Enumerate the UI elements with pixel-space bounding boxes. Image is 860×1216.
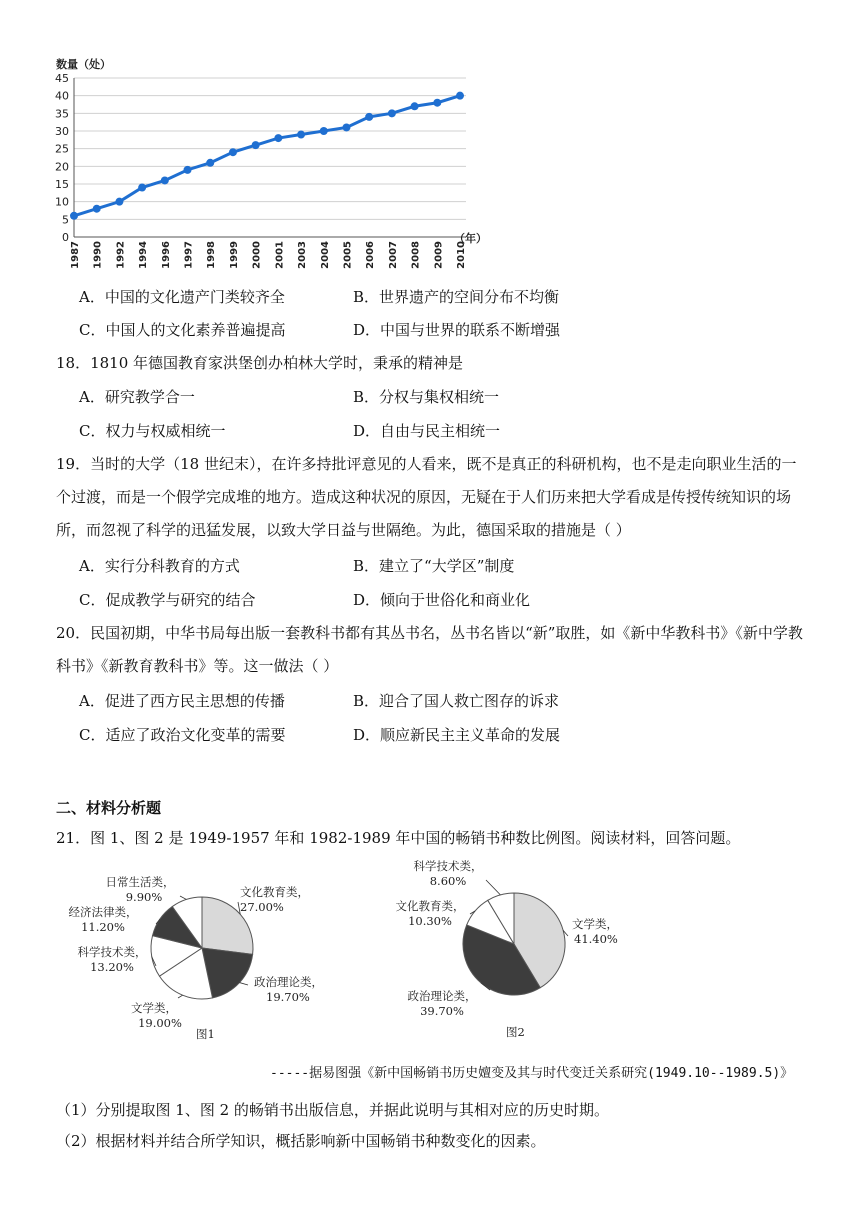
pie-leader-line [486,880,500,895]
q20-option-c[interactable]: C．适应了政治文化变革的需要 [79,726,286,744]
pie-slice-label: 经济法律类， [68,905,138,919]
q19-option-b[interactable]: B．建立了“大学区”制度 [353,557,515,575]
x-tick-label: 2008 [410,241,422,269]
x-tick-label: 2000 [251,241,263,269]
y-tick-label: 5 [62,213,69,227]
pie-slice-label: 科学技术类， [77,945,147,959]
pie-slice-value: 11.20% [81,920,125,934]
data-point [161,176,169,184]
q20-option-b[interactable]: B．迎合了国人救亡图存的诉求 [353,692,560,710]
data-point [93,205,101,213]
x-tick-label: 1990 [92,241,104,269]
pie-slice-label: 文学类， [131,1001,177,1015]
pie-slice-value: 19.70% [266,990,310,1004]
pie-slice-label: 政治理论类， [407,989,477,1003]
x-tick-label: 1999 [228,241,240,269]
x-tick-label: 2005 [342,241,354,269]
q19-option-a[interactable]: A．实行分科教育的方式 [79,557,240,575]
y-tick-label: 30 [55,125,69,138]
pie-chart-1 [60,858,360,1048]
q17-option-a[interactable]: A．中国的文化遗产门类较齐全 [79,288,285,306]
x-tick-label: 2006 [365,241,377,269]
q18-option-a[interactable]: A．研究教学合一 [79,388,195,406]
x-tick-label: 2004 [319,241,331,269]
x-tick-label: 2009 [433,241,445,269]
pie1-caption: 图1 [196,1027,215,1041]
pie-slice-label: 文学类， [572,917,618,931]
q17-option-b[interactable]: B．世界遗产的空间分布不均衡 [353,288,560,306]
pie-slice-label: 科学技术类， [413,859,483,873]
q20-stem: 20．民国初期，中华书局每出版一套教科书都有其丛书名，丛书名皆以“新”取胜，如《新中华教科书》《新中学教科书》《新教育教科书》等。这一做法（ ） [56,624,803,675]
q18-option-b[interactable]: B．分权与集权相统一 [353,388,500,406]
heritage-line-chart [50,54,487,280]
pie-slice-value: 39.70% [420,1004,464,1018]
data-point [411,102,419,110]
x-tick-label: 1987 [70,241,81,269]
q21-source: -----据易图强《新中国畅销书历史嬗变及其与时代变迁关系研究(1949.10--1989.5)》 [270,1066,794,1081]
y-tick-label: 25 [55,142,69,156]
q21-sub1: （1）分别提取图 1、图 2 的畅销书出版信息，并据此说明与其相对应的历史时期。 [56,1101,609,1119]
pie-slice-label: 政治理论类， [254,975,323,989]
q20-option-d[interactable]: D．顺应新民主主义革命的发展 [353,726,561,744]
x-tick-label: 2001 [274,241,286,269]
q19-option-c[interactable]: C．促成教学与研究的结合 [79,591,256,609]
y-tick-label: 35 [55,107,69,121]
pie-leader-line [178,995,183,998]
data-point [70,212,78,220]
data-point [138,184,146,192]
y-tick-label: 40 [55,89,69,103]
q21-stem: 21．图 1、图 2 是 1949-1957 年和 1982-1989 年中国的畅销书种数比例图。阅读材料，回答问题。 [56,829,741,847]
y-tick-label: 20 [55,160,69,174]
data-point [388,109,396,117]
pie-chart-2 [390,852,690,1048]
x-tick-label: 1992 [115,241,127,269]
data-point [184,166,192,174]
data-point [115,198,123,206]
pie-leader-line [180,896,186,899]
data-point [297,131,305,139]
data-point [206,159,214,167]
q19-option-d[interactable]: D．倾向于世俗化和商业化 [353,591,531,609]
x-tick-label: 1998 [206,241,218,269]
pie-slice-value: 41.40% [574,932,618,946]
data-point [274,134,282,142]
line-chart-ylabel: 数量（处） [56,58,111,71]
q17-option-c[interactable]: C．中国人的文化素养普遍提高 [79,321,286,339]
data-point [229,148,237,156]
section-title: 二、材料分析题 [56,799,162,817]
y-tick-label: 0 [62,231,69,244]
y-tick-label: 45 [55,72,69,85]
x-tick-label: 1996 [160,241,172,269]
pie-slice-label: 文化教育类， [395,899,465,913]
pie-slice-label: 文化教育类， [240,885,309,899]
data-point [365,113,373,121]
data-point [320,127,328,135]
data-point [433,99,441,107]
x-tick-label: 1994 [138,241,150,269]
q17-option-d[interactable]: D．中国与世界的联系不断增强 [353,321,561,339]
pie-slice-value: 8.60% [429,874,467,888]
q19-stem: 19．当时的大学（18 世纪末），在许多持批评意见的人看来，既不是真正的科研机构，也不是走向职业生活的一个过渡，而是一个假学完成堆的地方。造成这种状况的原因，无疑在于人们历来把大学看成是传授传统知识的场所，而忽视了科学的迅猛发展，以致大学日益与世隔绝。为此，德国采取的措施是（ ） [56,455,797,539]
pie-slice-value: 27.00% [240,900,284,914]
x-tick-label: 2003 [297,241,309,269]
q20-option-a[interactable]: A．促进了西方民主思想的传播 [79,692,285,710]
pie2-caption: 图2 [506,1025,525,1039]
pie-slice-value: 13.20% [90,960,134,974]
data-point [342,123,350,131]
y-tick-label: 15 [55,178,69,191]
q21-sub2: （2）根据材料并结合所学知识，概括影响新中国畅销书种数变化的因素。 [56,1132,546,1150]
q18-stem: 18．1810 年德国教育家洪堡创办柏林大学时，秉承的精神是 [56,354,464,372]
pie-slice-label: 日常生活类， [105,875,175,889]
pie-slice-value: 19.00% [138,1016,182,1030]
pie-slice-value: 9.90% [125,890,163,904]
q18-option-c[interactable]: C．权力与权威相统一 [79,422,226,440]
pie-leader-line [240,983,248,985]
x-tick-label: 2007 [387,241,399,269]
x-tick-label: 2010 [456,241,467,269]
data-point [252,141,260,149]
x-tick-label: 1997 [183,241,195,269]
line-chart-xlabel: （年） [454,232,487,245]
data-point [456,92,464,100]
pie-slice-value: 10.30% [408,914,452,928]
y-tick-label: 10 [55,195,69,209]
q18-option-d[interactable]: D．自由与民主相统一 [353,422,501,440]
